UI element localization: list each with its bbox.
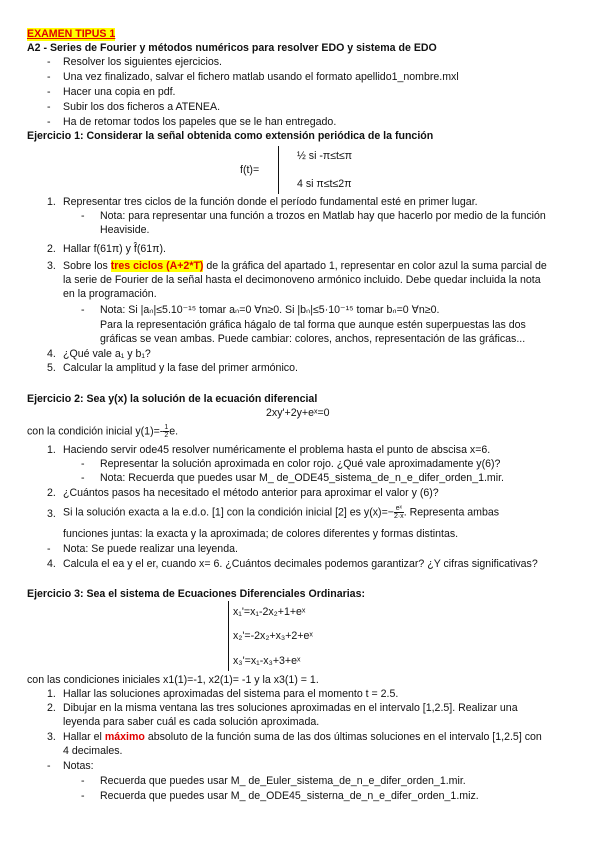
ex1-item-2: Hallar f(61π) y f̂(61π). — [63, 243, 166, 255]
ex1-item-3-note-3: gráficas se vean ambas. Puede cambiar: colores, anchos, representación de las gráficas... — [100, 333, 526, 345]
bullet-dash: - — [81, 304, 85, 316]
ex3-item-3-line-2: 4 decimales. — [63, 745, 123, 757]
item-number: 3. — [47, 508, 56, 520]
ex1-item-3-note-1: Nota: Si |aₙ|≤5.10⁻¹⁵ tomar aₙ=0 ∀n≥0. Si |bₙ|≤5·10⁻¹⁵ tomar bₙ=0 ∀n≥0. — [100, 304, 440, 316]
bullet-dash: - — [47, 101, 51, 113]
bullet-dash: - — [81, 458, 85, 470]
ex2-condition-post: e. — [169, 425, 179, 438]
bullet-dash: - — [47, 71, 51, 83]
bullet-dash: - — [81, 210, 85, 222]
ex2-equation: 2xy'+2y+eˣ=0 — [266, 407, 330, 419]
ex2-item-3-line-2: funciones juntas: la exacta y la aproximada; de colores diferentes y formas distintas. — [63, 528, 459, 540]
fraction-numerator: 1 — [164, 424, 169, 431]
item-number: 4. — [47, 558, 56, 570]
ex2-item-1-sub-2: Nota: Recuerda que puedes usar M_ de_ODE45_sistema_de_n_e_difer_orden_1.mir. — [100, 472, 504, 484]
item-number: 1. — [47, 196, 56, 208]
ex1-item-3-line-1 — [63, 260, 547, 273]
ex3-item-2-line-2: leyenda para saber cuál es cada solución aproximada. — [63, 716, 320, 728]
bullet-dash: - — [81, 790, 85, 802]
ex2-item-1-sub-1: Representar la solución aproximada en color rojo. ¿Qué vale aproximadamente y(6)? — [100, 458, 501, 470]
ex3-note-2: Recuerda que puedes usar M_ de_ODE45_sisterna_de_n_e_difer_orden_1.miz. — [100, 790, 479, 802]
ex3-title: Ejercicio 3: Sea el sistema de Ecuaciones Diferenciales Ordinarias: — [27, 588, 365, 600]
bullet-dash: - — [47, 56, 51, 68]
ex2-item-4: Calcula el ea y el er, cuando x= 6. ¿Cuántos decimales podemos garantizar? ¿Y cifras significativas? — [63, 558, 538, 570]
ex3-item-1: Hallar las soluciones aproximadas del sistema para el momento t = 2.5. — [63, 688, 399, 700]
ex3-item-3-red: máximo — [104, 731, 145, 743]
ex1-item-5: Calcular la amplitud y la fase del primer armónico. — [63, 362, 298, 374]
item-number: 3. — [47, 260, 56, 272]
instruction-item: Subir los dos ficheros a ATENEA. — [63, 101, 221, 113]
ex3-equation-3: x₃'=x₁-x₃+3+eˣ — [233, 655, 301, 667]
ex1-piece-1: ½ si -π≤t≤π — [297, 150, 353, 162]
item-number: 1. — [47, 444, 56, 456]
bullet-dash: - — [47, 543, 51, 555]
ex1-func-label: f(t)= — [240, 164, 260, 176]
ex3-item-3-post: absoluto de la función suma de las dos últimas soluciones en el intervalo [1,2.5] con — [147, 731, 542, 743]
section-title: A2 - Series de Fourier y métodos numéricos para resolver EDO y sistema de EDO — [27, 42, 437, 54]
ex2-condition-pre: con la condición inicial y(1)=- — [27, 425, 164, 438]
ex2-item-3-pre: Si la solución exacta a la e.d.o. [1] con la condición inicial [2] es y(x)=− — [63, 506, 394, 519]
ex2-condition — [27, 424, 178, 439]
ex1-item-3-post: de la gráfica del apartado 1, representar en color azul la suma parcial de — [206, 260, 547, 272]
bullet-dash: - — [81, 775, 85, 787]
bullet-dash: - — [81, 472, 85, 484]
ex3-item-3-line-1 — [63, 731, 542, 744]
ex3-equation-1: x₁'=x₁-2x₂+1+eˣ — [233, 606, 306, 618]
fraction-denominator: 2 — [164, 432, 169, 439]
ex3-condition: con las condiciones iniciales x1(1)=-1, x2(1)= -1 y la x3(1) = 1. — [27, 674, 319, 686]
instruction-item: Una vez finalizado, salvar el fichero matlab usando el formato apellido1_nombre.mxl — [63, 71, 459, 83]
instruction-item: Ha de retomar todos los papeles que se le han entregado. — [63, 116, 337, 128]
ex2-item-3-line-1 — [63, 505, 499, 520]
ex2-title: Ejercicio 2: Sea y(x) la solución de la ecuación diferencial — [27, 393, 318, 405]
ex2-item-3-fraction — [394, 505, 404, 520]
fraction-denominator: 2·x — [393, 513, 404, 520]
item-number: 5. — [47, 362, 56, 374]
ex2-item-3-post: . Representa ambas — [403, 506, 500, 519]
ex1-item-4: ¿Qué vale a₁ y b₁? — [63, 348, 151, 360]
item-number: 2. — [47, 243, 56, 255]
bullet-dash: - — [47, 760, 51, 772]
instruction-item: Resolver los siguientes ejercicios. — [63, 56, 222, 68]
fraction-numerator: eˣ — [395, 505, 402, 512]
bullet-dash: - — [47, 86, 51, 98]
ex1-item-1: Representar tres ciclos de la función donde el período fundamental esté en primer lugar. — [63, 196, 478, 208]
ex1-item-3-highlight: tres ciclos (A+2*T) — [110, 260, 204, 272]
piecewise-brace — [278, 146, 279, 194]
ex3-item-3-pre: Hallar el — [63, 731, 102, 743]
ex1-item-3-line-3: en la programación. — [63, 288, 157, 300]
ex3-note-1: Recuerda que puedes usar M_ de_Euler_sistema_de_n_e_difer_orden_1.mir. — [100, 775, 466, 787]
ex3-item-2-line-1: Dibujar en la misma ventana las tres soluciones aproximadas en el intervalo [1,2.5]. Realizar una — [63, 702, 518, 714]
item-number: 4. — [47, 348, 56, 360]
ex1-item-1-note-2: Heaviside. — [100, 224, 150, 236]
bullet-dash: - — [47, 116, 51, 128]
ex3-notes-label: Notas: — [63, 760, 94, 772]
exam-title: EXAMEN TIPUS 1 — [27, 28, 116, 40]
ex1-item-3-note-2: Para la representación gráfica hágalo de tal forma que aunque estén superpuestas las dos — [100, 319, 526, 331]
item-number: 1. — [47, 688, 56, 700]
ex1-item-1-note: Nota: para representar una función a trozos en Matlab hay que hacerlo por medio de la función — [100, 210, 546, 222]
ex3-equation-2: x₂'=-2x₂+x₃+2+eˣ — [233, 630, 313, 642]
instruction-item: Hacer una copia en pdf. — [63, 86, 176, 98]
ex1-item-3-line-2: la serie de Fourier de la señal hasta el decimonoveno armónico incluido. Debe quedar incluida la nota — [63, 274, 541, 286]
ex2-item-1: Haciendo servir ode45 resolver numéricamente el problema hasta el punto de abscisa x=6. — [63, 444, 491, 456]
item-number: 3. — [47, 731, 56, 743]
ex2-item-2: ¿Cuántos pasos ha necesitado el método anterior para aproximar el valor y (6)? — [63, 487, 439, 499]
ex1-piece-2: 4 si π≤t≤2π — [297, 178, 352, 190]
item-number: 2. — [47, 487, 56, 499]
item-number: 2. — [47, 702, 56, 714]
ex1-item-3-pre: Sobre los — [63, 260, 108, 272]
system-brace — [228, 601, 229, 671]
ex1-title: Ejercicio 1: Considerar la señal obtenida como extensión periódica de la función — [27, 130, 434, 142]
ex2-note: Nota: Se puede realizar una leyenda. — [63, 543, 238, 555]
